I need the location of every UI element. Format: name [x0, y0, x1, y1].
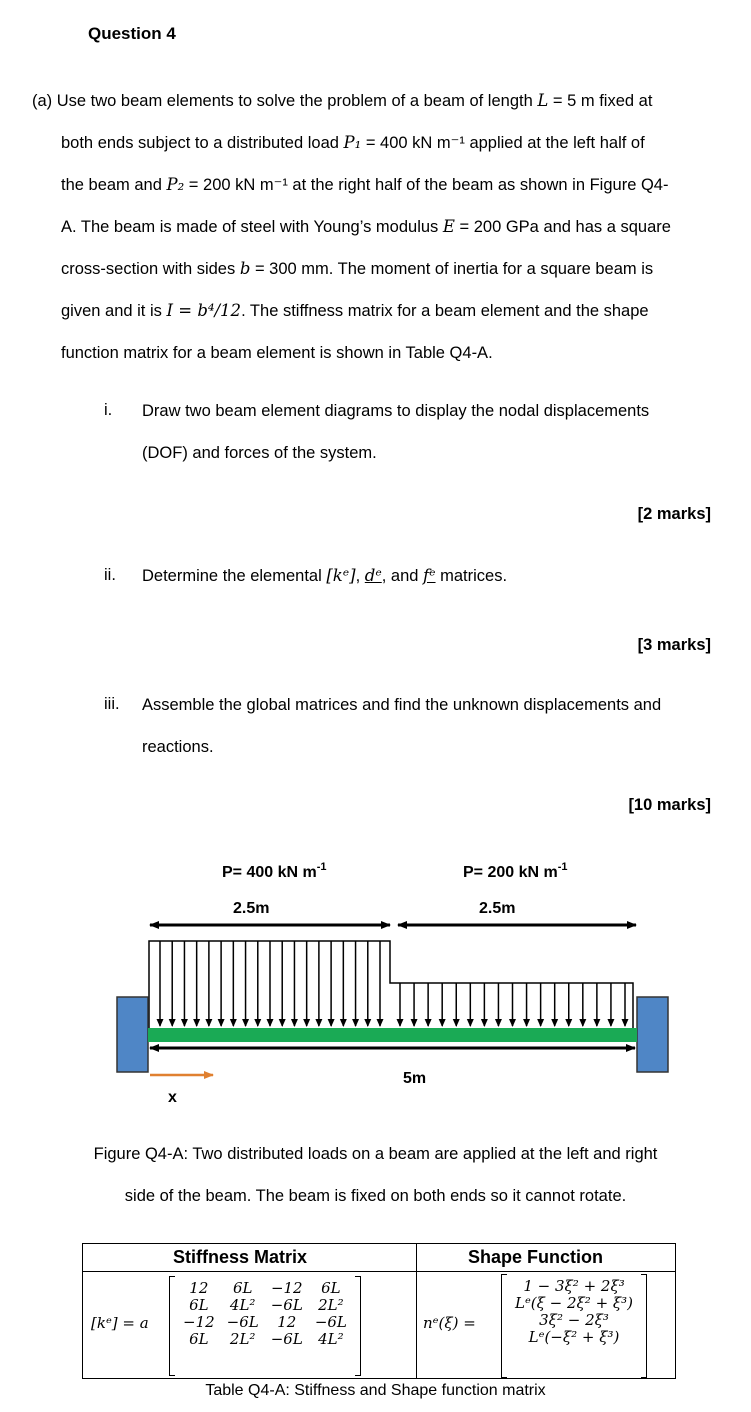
right-load-arrows — [400, 983, 625, 1026]
stiffness-matrix-cell: −6L — [314, 1313, 347, 1331]
beam — [148, 1028, 637, 1042]
figure-caption-line-1: Figure Q4-A: Two distributed loads on a beam are applied at the left and right — [93, 1145, 658, 1163]
para-line-5: cross-section with sides b = 300 mm. The moment of inertia for a square beam is — [61, 259, 654, 278]
item-iii-line-1: Assemble the global matrices and find the unknown displacements and — [142, 696, 662, 714]
stiffness-matrix-cell: −6L — [270, 1330, 303, 1348]
span-left-label: 2.5m — [233, 900, 270, 917]
stiffness-matrix-cell: 12 — [277, 1313, 297, 1331]
stiffness-matrix-cell: 6L — [321, 1279, 341, 1297]
item-i-line-1: Draw two beam element diagrams to display the nodal displacements — [142, 402, 650, 420]
shape-function-entry: Lᵉ(−ξ² + ξ³) — [528, 1328, 620, 1346]
stiffness-matrix-cell: −6L — [226, 1313, 259, 1331]
load-left-label: P= 400 kN $m^{-1}$ — [222, 861, 327, 881]
item-ii-text: Determine the elemental [kᵉ], dᵉ, and fᵉ matrices. — [142, 566, 508, 585]
para-line-6: given and it is I = b⁴/12. The stiffness matrix for a beam element and the shape — [61, 301, 649, 320]
shape-function-entry: Lᵉ(ξ − 2ξ² + ξ³) — [515, 1294, 634, 1312]
stiffness-matrix-cell: −12 — [183, 1313, 215, 1331]
para-line-3: the beam and P₂ = 200 kN m⁻¹ at the right half of the beam as shown in Figure Q4- — [61, 175, 669, 194]
matrix-table — [82, 1243, 676, 1379]
x-axis-label: x — [168, 1089, 177, 1106]
left-load-arrows — [160, 941, 380, 1026]
item-i-line-2: (DOF) and forces of the system. — [142, 444, 377, 462]
shape-function-label: nᵉ(ξ) = — [423, 1314, 476, 1332]
stiffness-matrix-cell: 4L² — [229, 1296, 256, 1314]
shape-function-vector — [501, 1274, 647, 1378]
span-right-label: 2.5m — [479, 900, 516, 917]
table-caption: Table Q4-A: Stiffness and Shape function matrix — [205, 1382, 546, 1399]
para-line-7: function matrix for a beam element is shown in Table Q4-A. — [61, 344, 493, 362]
stiffness-matrix-cell: −6L — [270, 1296, 303, 1314]
stiffness-matrix-cell: 4L² — [318, 1330, 344, 1348]
item-ii-number: ii. — [104, 566, 116, 584]
shape-function-entry: 1 − 3ξ² + 2ξ³ — [523, 1277, 625, 1295]
item-i-number: i. — [104, 401, 113, 419]
load-right-label: P= 200 kN $m^{-1}$ — [463, 861, 568, 881]
stiffness-matrix-row — [177, 1280, 353, 1297]
item-ii-marks: [3 marks] — [637, 636, 711, 654]
part-a-paragraph — [32, 80, 722, 374]
figure-caption-line-2: side of the beam. The beam is fixed on both ends so it cannot rotate. — [124, 1187, 627, 1205]
stiffness-matrix-cell: 12 — [189, 1279, 209, 1297]
stiffness-matrix-cell: 6L — [189, 1296, 209, 1314]
item-iii-line-2: reactions. — [142, 738, 214, 756]
stiffness-label: [kᵉ] = a — [91, 1314, 149, 1332]
stiffness-matrix-row — [177, 1314, 353, 1331]
para-line-2: both ends subject to a distributed load P₁ = 400 kN m⁻¹ applied at the left half of — [61, 133, 645, 152]
item-iii-number: iii. — [104, 695, 120, 713]
stiffness-matrix-row — [177, 1297, 353, 1314]
total-length-label: 5m — [403, 1070, 427, 1087]
stiffness-matrix-cell: 2L² — [318, 1296, 344, 1314]
para-line-4: A. The beam is made of steel with Young’s modulus E = 200 GPa and has a square — [61, 217, 671, 236]
stiffness-matrix-row — [177, 1331, 353, 1348]
item-i-marks: [2 marks] — [637, 505, 711, 523]
left-fixed-support — [117, 997, 148, 1072]
item-iii-marks: [10 marks] — [628, 796, 711, 814]
stiffness-matrix — [169, 1276, 361, 1376]
stiffness-matrix-cell: 2L² — [229, 1330, 256, 1348]
stiffness-matrix-cell: −12 — [270, 1279, 303, 1297]
stiffness-matrix-cell: 6L — [189, 1330, 209, 1348]
shape-function-entry: 3ξ² − 2ξ³ — [539, 1311, 609, 1329]
stiffness-header: Stiffness Matrix — [173, 1247, 308, 1267]
stiffness-matrix-cell: 6L — [232, 1279, 253, 1297]
right-fixed-support — [637, 997, 668, 1072]
shape-function-header: Shape Function — [468, 1247, 603, 1267]
question-title: Question 4 — [88, 24, 176, 43]
beam-figure — [0, 850, 751, 1110]
para-line-1: (a) Use two beam elements to solve the problem of a beam of length L = 5 m fixed at — [32, 91, 653, 110]
item-i-text — [142, 390, 722, 474]
item-iii-text — [142, 684, 722, 768]
